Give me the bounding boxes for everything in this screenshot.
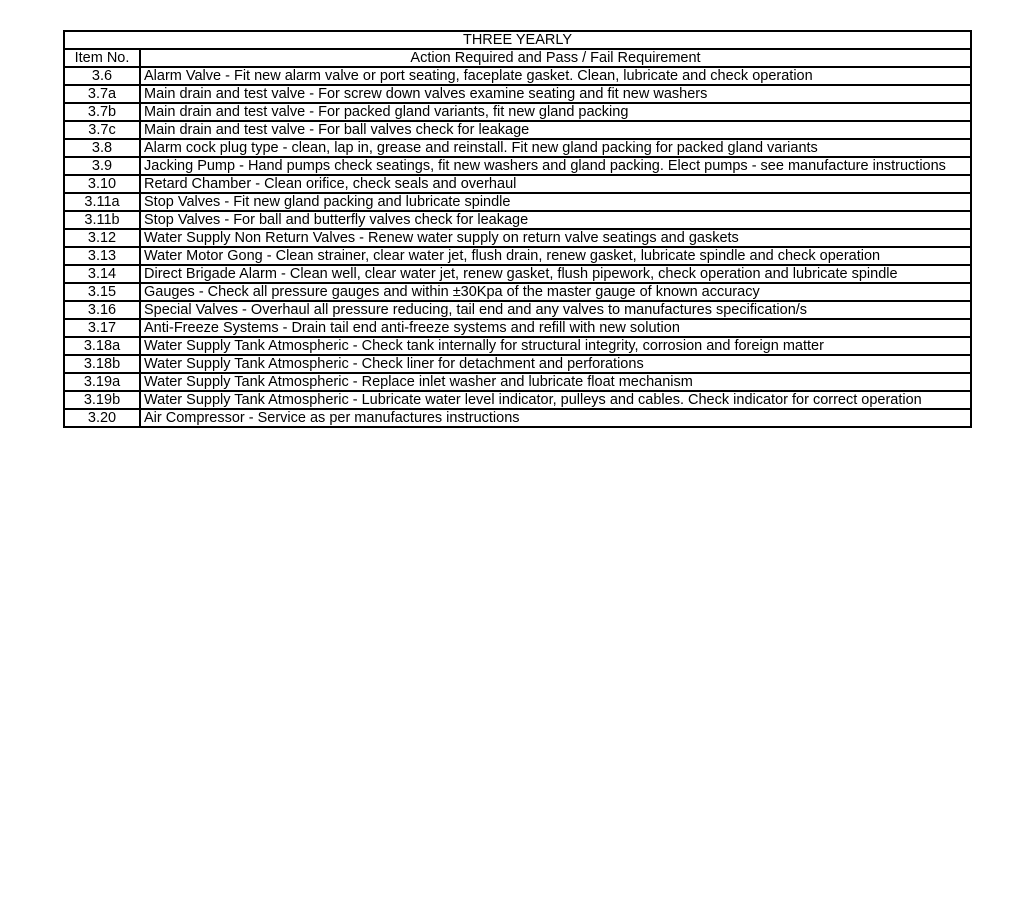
table-row <box>64 85 971 103</box>
table-row <box>64 211 971 229</box>
item-number-cell: 3.12 <box>64 229 140 247</box>
item-number-cell: 3.19a <box>64 373 140 391</box>
table-row <box>64 193 971 211</box>
table-row <box>64 121 971 139</box>
item-number-cell: 3.6 <box>64 67 140 85</box>
table-row <box>64 409 971 427</box>
table-row <box>64 103 971 121</box>
item-number-cell: 3.19b <box>64 391 140 409</box>
item-number-cell: 3.16 <box>64 301 140 319</box>
table-row <box>64 337 971 355</box>
action-requirement-cell: Water Supply Tank Atmospheric - Replace inlet washer and lubricate float mechanism <box>140 373 971 391</box>
action-requirement-cell: Air Compressor - Service as per manufactures instructions <box>140 409 971 427</box>
item-number-cell: 3.18a <box>64 337 140 355</box>
table-row <box>64 355 971 373</box>
table-row <box>64 319 971 337</box>
item-number-cell: 3.7c <box>64 121 140 139</box>
action-requirement-cell: Retard Chamber - Clean orifice, check seals and overhaul <box>140 175 971 193</box>
table-row <box>64 175 971 193</box>
action-requirement-cell: Main drain and test valve - For ball valves check for leakage <box>140 121 971 139</box>
table-row <box>64 67 971 85</box>
item-number-cell: 3.7b <box>64 103 140 121</box>
action-requirement-cell: Stop Valves - Fit new gland packing and lubricate spindle <box>140 193 971 211</box>
action-requirement-cell: Gauges - Check all pressure gauges and within ±30Kpa of the master gauge of known accuracy <box>140 283 971 301</box>
item-number-cell: 3.8 <box>64 139 140 157</box>
item-number-cell: 3.11a <box>64 193 140 211</box>
item-number-cell: 3.14 <box>64 265 140 283</box>
action-requirement-cell: Main drain and test valve - For screw down valves examine seating and fit new washers <box>140 85 971 103</box>
table-body <box>64 67 971 427</box>
table-row <box>64 139 971 157</box>
item-number-cell: 3.13 <box>64 247 140 265</box>
action-requirement-cell: Alarm Valve - Fit new alarm valve or port seating, faceplate gasket. Clean, lubricate and check operation <box>140 67 971 85</box>
item-no-header: Item No. <box>64 49 140 67</box>
action-requirement-cell: Water Supply Non Return Valves - Renew water supply on return valve seatings and gaskets <box>140 229 971 247</box>
item-number-cell: 3.11b <box>64 211 140 229</box>
table-row <box>64 283 971 301</box>
item-number-cell: 3.10 <box>64 175 140 193</box>
table-row <box>64 229 971 247</box>
action-requirement-cell: Water Motor Gong - Clean strainer, clear water jet, flush drain, renew gasket, lubricate spindle and check operation <box>140 247 971 265</box>
item-number-cell: 3.7a <box>64 85 140 103</box>
item-number-cell: 3.15 <box>64 283 140 301</box>
table-row <box>64 247 971 265</box>
table-row <box>64 391 971 409</box>
item-number-cell: 3.18b <box>64 355 140 373</box>
action-requirement-cell: Jacking Pump - Hand pumps check seatings, fit new washers and gland packing. Elect pumps - see manufacture instructions <box>140 157 971 175</box>
action-requirement-cell: Alarm cock plug type - clean, lap in, grease and reinstall. Fit new gland packing for packed gland variants <box>140 139 971 157</box>
action-requirement-cell: Anti-Freeze Systems - Drain tail end anti-freeze systems and refill with new solution <box>140 319 971 337</box>
action-requirement-cell: Direct Brigade Alarm - Clean well, clear water jet, renew gasket, flush pipework, check operation and lubricate spindle <box>140 265 971 283</box>
action-requirement-cell: Stop Valves - For ball and butterfly valves check for leakage <box>140 211 971 229</box>
action-requirement-cell: Water Supply Tank Atmospheric - Check tank internally for structural integrity, corrosion and foreign matter <box>140 337 971 355</box>
three-yearly-table <box>63 30 972 428</box>
item-number-cell: 3.17 <box>64 319 140 337</box>
action-requirement-cell: Water Supply Tank Atmospheric - Check liner for detachment and perforations <box>140 355 971 373</box>
table-title: THREE YEARLY <box>64 31 971 49</box>
table-row <box>64 265 971 283</box>
item-number-cell: 3.20 <box>64 409 140 427</box>
action-header: Action Required and Pass / Fail Requirement <box>140 49 971 67</box>
item-number-cell: 3.9 <box>64 157 140 175</box>
action-requirement-cell: Water Supply Tank Atmospheric - Lubricate water level indicator, pulleys and cables. Check indicator for correct operation <box>140 391 971 409</box>
table-header-row <box>64 49 971 67</box>
table-row <box>64 157 971 175</box>
action-requirement-cell: Special Valves - Overhaul all pressure reducing, tail end and any valves to manufactures specification/s <box>140 301 971 319</box>
table-title-row <box>64 31 971 49</box>
action-requirement-cell: Main drain and test valve - For packed gland variants, fit new gland packing <box>140 103 971 121</box>
table-row <box>64 301 971 319</box>
table-row <box>64 373 971 391</box>
